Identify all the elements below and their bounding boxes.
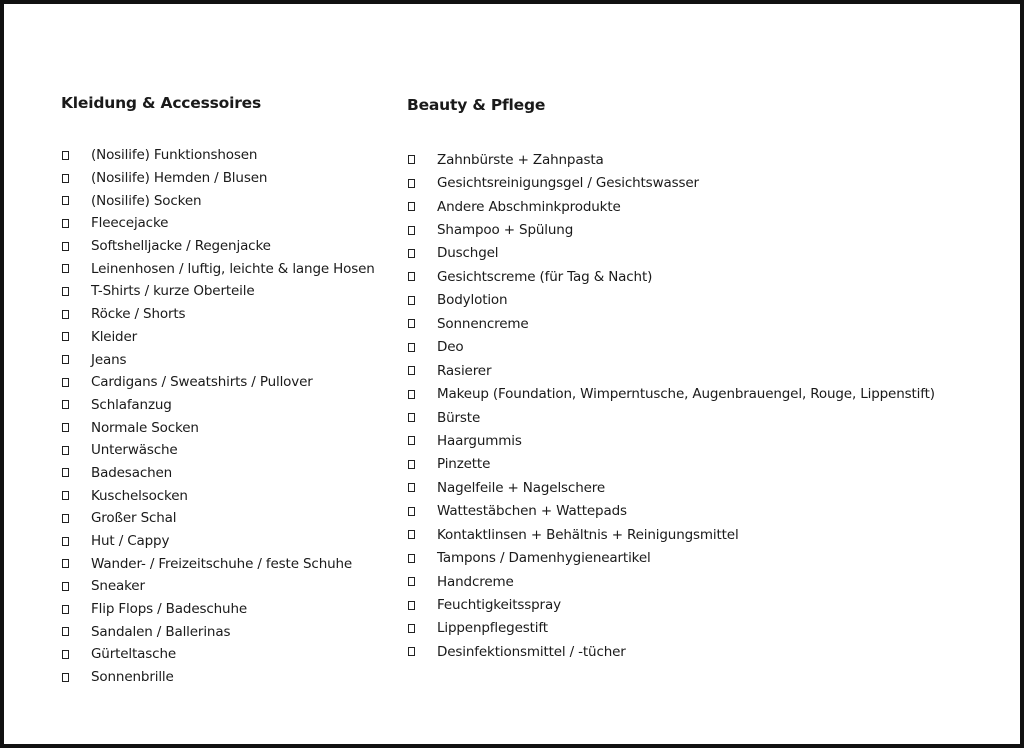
checklist-item-label: Wander- / Freizeitschuhe / feste Schuhe: [91, 555, 353, 572]
checkbox-icon[interactable]: [62, 378, 69, 387]
checkbox-icon[interactable]: [408, 577, 415, 586]
checklist-item: [407, 336, 935, 359]
checkbox-icon[interactable]: [62, 287, 69, 296]
checklist-item: [61, 212, 375, 235]
checklist-item: [407, 523, 935, 546]
checklist-item: [61, 144, 375, 167]
column-clothing: [61, 92, 375, 689]
checklist-item: [407, 242, 935, 265]
checklist-item-label: Röcke / Shorts: [91, 306, 186, 323]
checklist-item-label: (Nosilife) Socken: [91, 192, 202, 209]
checkbox-icon[interactable]: [408, 601, 415, 610]
checklist-item-label: Softshelljacke / Regenjacke: [91, 238, 271, 255]
checklist-item: [407, 171, 935, 194]
checkbox-icon[interactable]: [62, 491, 69, 500]
checklist-item: [407, 500, 935, 523]
checklist-item: [61, 371, 375, 394]
checklist-item-label: Sneaker: [91, 578, 145, 595]
checklist-item-label: Feuchtigkeitsspray: [437, 597, 561, 614]
checkbox-icon[interactable]: [408, 202, 415, 211]
checklist-item-label: T-Shirts / kurze Oberteile: [91, 283, 255, 300]
checklist-item: [61, 167, 375, 190]
checkbox-icon[interactable]: [408, 249, 415, 258]
checklist-item: [61, 598, 375, 621]
checklist-item: [61, 303, 375, 326]
checklist-item-label: Lippenpflegestift: [437, 620, 548, 637]
checklist-item-label: Großer Schal: [91, 510, 177, 527]
checklist-item: [407, 593, 935, 616]
checklist-item: [61, 189, 375, 212]
checklist-item-label: Fleecejacke: [91, 215, 169, 232]
checklist-item-label: Hut / Cappy: [91, 533, 170, 550]
checkbox-icon[interactable]: [408, 554, 415, 563]
heading-clothing: Kleidung & Accessoires: [61, 94, 261, 112]
checklist-item: [61, 280, 375, 303]
checklist-item-label: Gesichtscreme (für Tag & Nacht): [437, 268, 653, 285]
checklist-item-label: Handcreme: [437, 573, 514, 590]
checklist-item-label: Wattestäbchen + Wattepads: [437, 503, 627, 520]
checklist-item: [407, 640, 935, 663]
checklist-item-label: Unterwäsche: [91, 442, 178, 459]
checkbox-icon[interactable]: [408, 179, 415, 188]
checkbox-icon[interactable]: [62, 605, 69, 614]
checklist-item: [61, 439, 375, 462]
checkbox-icon[interactable]: [62, 355, 69, 364]
checklist-clothing: [61, 144, 375, 689]
checklist-item-label: Kontaktlinsen + Behältnis + Reinigungsmittel: [437, 526, 739, 543]
checkbox-icon[interactable]: [62, 242, 69, 251]
checklist-item-label: Shampoo + Spülung: [437, 222, 574, 239]
checklist-item: [61, 666, 375, 689]
checkbox-icon[interactable]: [62, 537, 69, 546]
checklist-item-label: Deo: [437, 339, 464, 356]
checklist-item: [61, 235, 375, 258]
checkbox-icon[interactable]: [62, 423, 69, 432]
checkbox-icon[interactable]: [408, 436, 415, 445]
checklist-item-label: Sandalen / Ballerinas: [91, 623, 231, 640]
checklist-item: [61, 462, 375, 485]
checklist-item-label: Makeup (Foundation, Wimperntusche, Augenbrauengel, Rouge, Lippenstift): [437, 386, 935, 403]
checklist-item-label: Flip Flops / Badeschuhe: [91, 601, 248, 618]
checklist-item-label: Bürste: [437, 409, 481, 426]
checkbox-icon[interactable]: [408, 507, 415, 516]
checkbox-icon[interactable]: [62, 400, 69, 409]
checklist-item-label: Kleider: [91, 328, 138, 345]
checklist-item: [61, 484, 375, 507]
checkbox-icon[interactable]: [62, 332, 69, 341]
checkbox-icon[interactable]: [62, 264, 69, 273]
checklist-item-label: Duschgel: [437, 245, 499, 262]
checklist-item-label: Pinzette: [437, 456, 491, 473]
checkbox-icon[interactable]: [62, 650, 69, 659]
checkbox-icon[interactable]: [62, 174, 69, 183]
checklist-beauty: [407, 148, 935, 664]
checkbox-icon[interactable]: [62, 559, 69, 568]
checkbox-icon[interactable]: [408, 413, 415, 422]
checklist-item: [407, 546, 935, 569]
checkbox-icon[interactable]: [408, 530, 415, 539]
checkbox-icon[interactable]: [62, 582, 69, 591]
checklist-item: [407, 195, 935, 218]
checklist-item-label: Zahnbürste + Zahnpasta: [437, 151, 604, 168]
checklist-item-label: Desinfektionsmittel / -tücher: [437, 643, 626, 660]
checklist-item: [407, 289, 935, 312]
checklist-item-label: Gesichtsreinigungsgel / Gesichtswasser: [437, 175, 699, 192]
checklist-item-label: Kuschelsocken: [91, 487, 188, 504]
checklist-item: [61, 552, 375, 575]
checklist-item: [61, 620, 375, 643]
checklist-item: [407, 312, 935, 335]
checklist-item: [407, 148, 935, 171]
checkbox-icon[interactable]: [62, 627, 69, 636]
checklist-item: [61, 394, 375, 417]
checklist-item-label: Rasierer: [437, 362, 492, 379]
checklist-item: [407, 476, 935, 499]
checkbox-icon[interactable]: [408, 296, 415, 305]
checkbox-icon[interactable]: [408, 483, 415, 492]
checkbox-icon[interactable]: [408, 272, 415, 281]
checkbox-icon[interactable]: [62, 310, 69, 319]
checklist-item: [61, 326, 375, 349]
checklist-item: [407, 218, 935, 241]
checklist-item-label: Gürteltasche: [91, 646, 177, 663]
checklist-item-label: Sonnenbrille: [91, 669, 174, 686]
checkbox-icon[interactable]: [408, 460, 415, 469]
checkbox-icon[interactable]: [408, 390, 415, 399]
checkbox-icon[interactable]: [408, 343, 415, 352]
checkbox-icon[interactable]: [62, 196, 69, 205]
checklist-item-label: Sonnencreme: [437, 315, 529, 332]
checklist-item-label: Normale Socken: [91, 419, 199, 436]
checklist-item: [407, 617, 935, 640]
checklist-item-label: Tampons / Damenhygieneartikel: [437, 550, 651, 567]
checklist-item: [61, 416, 375, 439]
column-beauty: [407, 94, 935, 664]
checkbox-icon[interactable]: [408, 319, 415, 328]
heading-beauty: Beauty & Pflege: [407, 96, 546, 114]
checklist-item: [407, 359, 935, 382]
checklist-item: [61, 507, 375, 530]
checkbox-icon[interactable]: [62, 514, 69, 523]
checklist-item-label: Jeans: [91, 351, 127, 368]
checklist-item-label: Schlafanzug: [91, 396, 172, 413]
checkbox-icon[interactable]: [408, 226, 415, 235]
checklist-item-label: Leinenhosen / luftig, leichte & lange Hosen: [91, 260, 375, 277]
checklist-item: [407, 429, 935, 452]
checkbox-icon[interactable]: [408, 647, 415, 656]
checkbox-icon[interactable]: [62, 151, 69, 160]
checklist-item-label: Andere Abschminkprodukte: [437, 198, 621, 215]
checkbox-icon[interactable]: [62, 673, 69, 682]
checklist-item-label: Haargummis: [437, 432, 522, 449]
checkbox-icon[interactable]: [408, 155, 415, 164]
checklist-item: [61, 348, 375, 371]
checklist-item-label: Cardigans / Sweatshirts / Pullover: [91, 374, 313, 391]
checklist-item: [407, 265, 935, 288]
checklist-item: [61, 530, 375, 553]
checkbox-icon[interactable]: [62, 468, 69, 477]
checklist-item-label: (Nosilife) Funktionshosen: [91, 147, 258, 164]
checklist-item: [61, 257, 375, 280]
checklist-item: [407, 570, 935, 593]
checklist-item-label: Badesachen: [91, 464, 173, 481]
checkbox-icon[interactable]: [408, 366, 415, 375]
checklist-item-label: Bodylotion: [437, 292, 508, 309]
checklist-item: [407, 406, 935, 429]
checklist-item: [407, 382, 935, 405]
checkbox-icon[interactable]: [408, 624, 415, 633]
checklist-item-label: (Nosilife) Hemden / Blusen: [91, 170, 268, 187]
checklist-item-label: Nagelfeile + Nagelschere: [437, 479, 606, 496]
checkbox-icon[interactable]: [62, 219, 69, 228]
checkbox-icon[interactable]: [62, 446, 69, 455]
checklist-item: [407, 453, 935, 476]
checklist-item: [61, 575, 375, 598]
checklist-item: [61, 643, 375, 666]
